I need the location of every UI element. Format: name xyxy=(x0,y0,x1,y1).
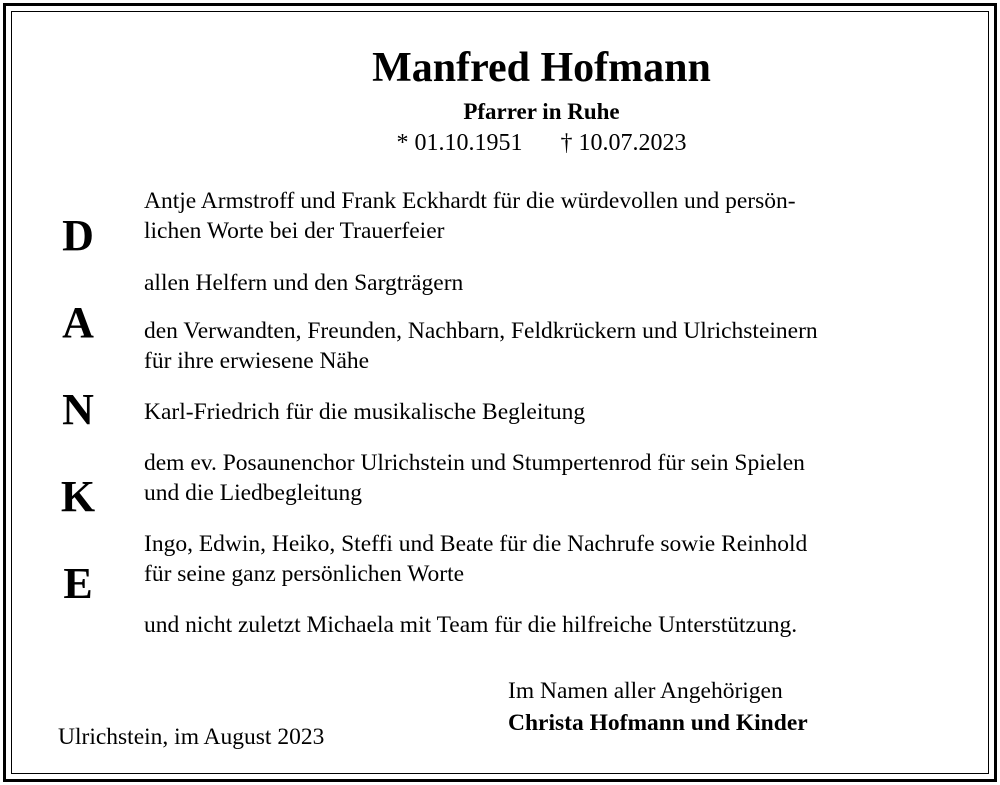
birth-date: * 01.10.1951 xyxy=(396,130,523,156)
thanks-line: Antje Armstroff und Frank Eckhardt für die würdevollen und persön- xyxy=(144,188,796,214)
danke-letter-k: K xyxy=(60,472,96,521)
danke-letter-d: D xyxy=(62,211,94,260)
place-and-date: Ulrichstein, im August 2023 xyxy=(58,724,325,750)
thanks-line: für seine ganz persönlichen Worte xyxy=(144,561,465,587)
thanks-paragraph xyxy=(144,448,964,508)
thanks-line: Ingo, Edwin, Heiko, Steffi und Beate für die Nachrufe sowie Reinhold xyxy=(144,531,808,557)
thanks-paragraph xyxy=(144,529,964,589)
danke-letter-n: N xyxy=(62,385,94,434)
thanks-paragraph xyxy=(144,268,964,298)
deceased-name: Manfred Hofmann xyxy=(372,45,711,91)
thanks-line: den Verwandten, Freunden, Nachbarn, Feldkrückern und Ulrichsteinern xyxy=(144,318,818,344)
inner-border xyxy=(11,11,989,774)
thanks-paragraph xyxy=(144,610,964,640)
thanks-paragraph xyxy=(144,316,964,376)
thanks-line: Karl-Friedrich für die musikalische Begleitung xyxy=(144,399,586,425)
thanks-line: allen Helfern und den Sargträgern xyxy=(144,270,464,296)
signature-names: Christa Hofmann und Kinder xyxy=(508,710,808,736)
thanks-line: und nicht zuletzt Michaela mit Team für die hilfreiche Unterstützung. xyxy=(144,612,798,638)
deceased-role: Pfarrer in Ruhe xyxy=(463,99,620,124)
signature-intro: Im Namen aller Angehörigen xyxy=(508,678,783,704)
thanks-line: lichen Worte bei der Trauerfeier xyxy=(144,218,445,244)
thanks-paragraph xyxy=(144,397,964,427)
danke-letter-a: A xyxy=(62,298,94,347)
thanks-line: und die Liedbegleitung xyxy=(144,480,362,506)
thanks-line: für ihre erwiesene Nähe xyxy=(144,348,370,374)
thanks-paragraph xyxy=(144,186,964,246)
death-date: † 10.07.2023 xyxy=(560,130,687,156)
danke-letter-e: E xyxy=(63,559,93,608)
life-dates xyxy=(0,129,1000,157)
thanks-line: dem ev. Posaunenchor Ulrichstein und Stumpertenrod für sein Spielen xyxy=(144,450,805,476)
